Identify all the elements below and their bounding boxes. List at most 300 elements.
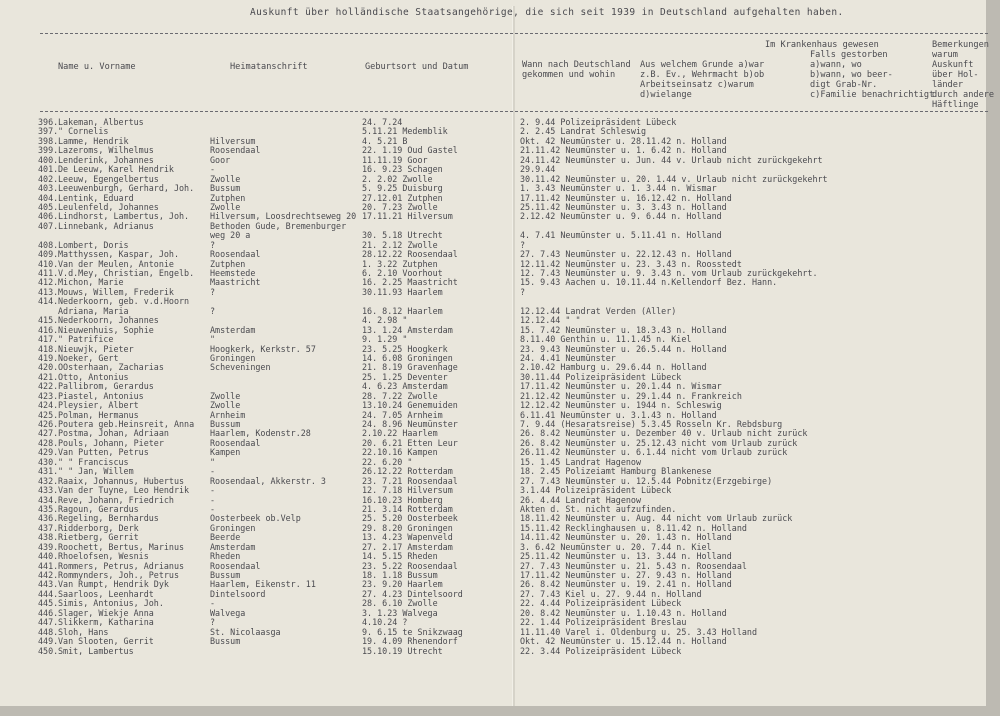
arrival-info: 3.1.44 Polizeipräsident Lübeck xyxy=(520,485,672,496)
row-number: 433. xyxy=(38,485,59,496)
person-name: Slager, Wiekje Anna xyxy=(58,607,154,618)
row-number: 421. xyxy=(38,371,59,382)
birth-place-date: 14. 5.15 Rheden xyxy=(362,551,438,562)
row-number: 440. xyxy=(38,551,59,562)
row-number: 401. xyxy=(38,164,59,175)
header-remarks-line: Bemerkungen xyxy=(932,40,989,50)
arrival-info: ? xyxy=(520,239,526,250)
home-address: - xyxy=(210,466,216,477)
person-name: Leeuw, Egengelbertus xyxy=(58,173,159,184)
home-address: Arnheim xyxy=(210,409,246,420)
home-address: Hilversum, Loosdrechtseweg 20 xyxy=(210,211,357,222)
birth-place-date: 4. 5.21 B xyxy=(362,135,408,146)
record-row xyxy=(0,297,1000,306)
person-name: " " Jan, Willem xyxy=(58,466,134,477)
person-name: Rhoelofsen, Wesnis xyxy=(58,551,149,562)
row-number: 409. xyxy=(38,249,59,260)
arrival-info: 12. 7.43 Neumünster u. 9. 3.43 n. vom Urlaub zurückgekehrt. xyxy=(520,268,818,278)
arrival-info: 22. 4.44 Polizeipräsident Lübeck xyxy=(520,598,682,609)
header-birthplace-date: Geburtsort und Datum xyxy=(365,62,469,72)
row-number: 428. xyxy=(38,437,59,448)
person-name: Pouls, Johann, Pieter xyxy=(58,437,164,448)
row-number: 442. xyxy=(38,570,59,580)
header-remarks-line: warum xyxy=(932,50,958,60)
header-arrival-line: Wann nach Deutschland xyxy=(522,60,631,70)
row-number: 434. xyxy=(38,494,59,505)
person-name: Nieuwenhuis, Sophie xyxy=(58,324,154,335)
home-address: ? xyxy=(210,239,216,250)
record-row xyxy=(0,392,1000,401)
home-address: Zwolle xyxy=(210,173,241,184)
record-row xyxy=(0,363,1000,372)
arrival-info: 24. 4.41 Neumünster xyxy=(520,352,616,363)
header-hospital-line: Falls gestorben xyxy=(810,50,888,60)
person-name: V.d.Mey, Christian, Engelb. xyxy=(58,268,195,278)
home-address: - xyxy=(210,485,216,496)
birth-place-date: 21. 8.19 Gravenhage xyxy=(362,362,458,373)
birth-place-date: 5.11.21 Medemblik xyxy=(362,126,448,137)
header-hospital-line: digt Grab-Nr. xyxy=(810,80,878,90)
record-row xyxy=(0,647,1000,656)
home-address: Heemstede xyxy=(210,268,256,278)
row-number: 406. xyxy=(38,211,59,222)
home-address: " xyxy=(210,334,216,345)
row-number: 404. xyxy=(38,192,59,203)
person-name: Postma, Johan, Adriaan xyxy=(58,428,169,439)
home-address: Haarlem, Eikenstr. 11 xyxy=(210,579,316,590)
arrival-info: 3. 6.42 Neumünster u. 20. 7.44 n. Kiel xyxy=(520,541,712,552)
row-number: 429. xyxy=(38,447,59,458)
header-remarks-line: Auskunft xyxy=(932,60,974,70)
arrival-info: 26. 4.44 Landrat Hagenow xyxy=(520,494,642,505)
birth-place-date: 4.10.24 ? xyxy=(362,617,408,628)
row-number: 416. xyxy=(38,324,59,335)
birth-place-date: 25. 5.20 Oosterbeek xyxy=(362,513,458,524)
row-number: 431. xyxy=(38,466,59,477)
row-number: 438. xyxy=(38,532,59,543)
birth-place-date: 5. 9.25 Duisburg xyxy=(362,183,443,194)
record-row xyxy=(0,496,1000,505)
row-number: 424. xyxy=(38,400,59,411)
row-number: 430. xyxy=(38,456,59,467)
birth-place-date: 21. 2.12 Zwolle xyxy=(362,239,438,250)
row-number: 397. xyxy=(38,126,59,137)
arrival-info: 6.11.41 Neumünster u. 3.1.43 n. Holland xyxy=(520,409,717,420)
home-address: Groningen xyxy=(210,352,256,363)
record-list xyxy=(0,118,1000,656)
birth-place-date: 21. 3.14 Rotterdam xyxy=(362,503,453,514)
home-address: Groningen xyxy=(210,522,256,533)
arrival-info: 7. 9.44 (Hesaratsreise) 5.3.45 Rosseln Kr. Rebdsburg xyxy=(520,419,783,429)
arrival-info: 15. 1.45 Landrat Hagenow xyxy=(520,456,642,467)
person-name: Lazeroms, Wilhelmus xyxy=(58,145,154,156)
birth-place-date: 27. 2.17 Amsterdam xyxy=(362,541,453,552)
scan-border-bottom xyxy=(0,706,1000,716)
row-number: 403. xyxy=(38,183,59,194)
row-number: 407. xyxy=(38,220,59,231)
home-address: Zutphen xyxy=(210,192,246,203)
record-row xyxy=(0,637,1000,646)
record-row xyxy=(0,118,1000,127)
person-name: Roochett, Bertus, Marinus xyxy=(58,541,185,552)
home-address: Roosendaal xyxy=(210,145,261,156)
person-name: Nieuwjk, Pieter xyxy=(58,343,134,354)
birth-place-date: 15.10.19 Utrecht xyxy=(362,645,443,656)
record-row xyxy=(0,448,1000,457)
birth-place-date: 12. 7.18 Hilversum xyxy=(362,485,453,496)
home-address: ? xyxy=(210,305,216,316)
arrival-info: 12.12.44 Landrat Verden (Aller) xyxy=(520,305,677,316)
arrival-info: 27. 7.43 Neumünster u. 22.12.43 n. Holland xyxy=(520,249,732,260)
birth-place-date: 28.12.22 Roosendaal xyxy=(362,249,458,260)
record-row xyxy=(0,184,1000,193)
record-row xyxy=(0,269,1000,278)
home-address: Zutphen xyxy=(210,258,246,269)
home-address: ? xyxy=(210,286,216,297)
record-row xyxy=(0,524,1000,533)
person-name: Van Slooten, Gerrit xyxy=(58,636,154,647)
home-address: - xyxy=(210,164,216,175)
home-address: Walvega xyxy=(210,607,246,618)
person-name: Regeling, Bernhardus xyxy=(58,513,159,524)
birth-place-date: 19. 4.09 Rhenendorf xyxy=(362,636,458,647)
person-name: Linnebank, Adrianus xyxy=(58,220,154,231)
arrival-info: 22. 3.44 Polizeipräsident Lübeck xyxy=(520,645,682,656)
home-address: Scheveningen xyxy=(210,362,271,373)
home-address: St. Nicolaasga xyxy=(210,626,281,637)
arrival-info: 22. 1.44 Polizeipräsident Breslau xyxy=(520,617,687,628)
arrival-info: 2. 2.45 Landrat Schleswig xyxy=(520,126,647,137)
arrival-info: 15. 9.43 Aachen u. 10.11.44 n.Kellendorf Bez. Hann. xyxy=(520,277,778,288)
home-address: Hoogkerk, Kerkstr. 57 xyxy=(210,343,316,354)
home-address: Roosendaal xyxy=(210,249,261,260)
person-name: Reve, Johann, Friedrich xyxy=(58,494,174,505)
row-number: 443. xyxy=(38,579,59,590)
home-address: Hilversum xyxy=(210,135,256,146)
record-row xyxy=(0,382,1000,391)
person-name: Mouws, Willem, Frederik xyxy=(58,286,174,297)
record-row xyxy=(0,326,1000,335)
home-address: Dintelsoord xyxy=(210,588,266,599)
arrival-info: 26.11.42 Neumünster u. 6.1.44 nicht vom Urlaub zurück xyxy=(520,447,788,458)
home-address: Amsterdam xyxy=(210,541,256,552)
home-address: Rheden xyxy=(210,551,241,562)
person-name: " Cornelis xyxy=(58,126,109,137)
birth-place-date: 1. 3.22 Zutphen xyxy=(362,258,438,269)
arrival-info: 17.11.42 Neumünster u. 27. 9.43 n. Holland xyxy=(520,570,732,580)
person-name: Smit, Lambertus xyxy=(58,645,134,656)
home-address: Goor xyxy=(210,154,231,165)
arrival-info: 25.11.42 Neumünster u. 3. 3.43 n. Holland xyxy=(520,201,727,212)
header-home-address: Heimatanschrift xyxy=(230,62,308,72)
birth-place-date: 16.10.23 Homberg xyxy=(362,494,443,505)
person-name: Piastel, Antonius xyxy=(58,390,144,401)
person-name: Otto, Antonius xyxy=(58,371,129,382)
dashed-divider-top xyxy=(40,33,988,34)
arrival-info: 27. 7.43 Neumünster u. 12.5.44 Pobnitz(Erzgebirge) xyxy=(520,475,773,486)
birth-place-date: 14. 6.08 Groningen xyxy=(362,352,453,363)
arrival-info: 15. 7.42 Neumünster u. 18.3.43 n. Holland xyxy=(520,324,727,335)
arrival-info: 2.12.42 Neumünster u. 9. 6.44 n. Holland xyxy=(520,211,722,222)
header-reason-line: z.B. Ev., Wehrmacht b)ob xyxy=(640,70,765,80)
person-name: Lamme, Hendrik xyxy=(58,135,129,146)
person-name: Saarloos, Leenhardt xyxy=(58,588,154,599)
arrival-info: 26. 8.42 Neumünster u. 19. 2.41 n. Holland xyxy=(520,579,732,590)
person-name: OOsterhaan, Zacharias xyxy=(58,362,164,373)
arrival-info: 2.10.42 Hamburg u. 29.6.44 n. Holland xyxy=(520,362,707,373)
home-address: ? xyxy=(210,617,216,628)
header-reason-line: Arbeitseinsatz c)warum xyxy=(640,80,754,90)
row-number: 413. xyxy=(38,286,59,297)
birth-place-date: 18. 1.18 Bussum xyxy=(362,570,438,580)
arrival-info: Akten d. St. nicht aufzufinden. xyxy=(520,503,677,514)
home-address: Roosendaal, Akkerstr. 3 xyxy=(210,475,326,486)
person-name: Ragoun, Gerardus xyxy=(58,503,139,514)
header-remarks-line: Häftlinge xyxy=(932,100,979,110)
person-name: Lindhorst, Lambertus, Joh. xyxy=(58,211,190,222)
birth-place-date: 22.10.16 Kampen xyxy=(362,447,438,458)
home-address: - xyxy=(210,598,216,609)
person-name: Van Putten, Petrus xyxy=(58,447,149,458)
arrival-info: 11.11.40 Varel i. Oldenburg u. 25. 3.43 Holland xyxy=(520,626,757,637)
home-address: Roosendaal xyxy=(210,560,261,571)
arrival-info: Okt. 42 Neumünster u. 15.12.44 n. Holland xyxy=(520,636,727,647)
birth-place-date: 24. 8.96 Neumünster xyxy=(362,419,458,429)
person-name: Lentink, Eduard xyxy=(58,192,134,203)
row-number: 447. xyxy=(38,617,59,628)
person-name: Ridderborg, Derk xyxy=(58,522,139,533)
person-name: " Patrifice xyxy=(58,334,114,345)
row-number: 444. xyxy=(38,588,59,599)
arrival-info: 26. 8.42 Neumünster u. Dezember 40 v. Urlaub nicht zurück xyxy=(520,428,808,439)
person-name: Lakeman, Albertus xyxy=(58,117,144,127)
arrival-info: 4. 7.41 Neumünster u. 5.11.41 n. Holland xyxy=(520,230,722,241)
person-name: Michon, Marie xyxy=(58,277,124,288)
header-hospital-line: b)wann, wo beer- xyxy=(810,70,893,80)
record-row xyxy=(0,458,1000,467)
arrival-info: 25.11.42 Neumünster u. 13. 3.44 n. Holland xyxy=(520,551,732,562)
header-reason-line: d)wielange xyxy=(640,90,692,100)
record-row xyxy=(0,543,1000,552)
birth-place-date: 17.11.21 Hilversum xyxy=(362,211,453,222)
record-row xyxy=(0,618,1000,627)
arrival-info: 21.12.42 Neumünster u. 29.1.44 n. Frankreich xyxy=(520,390,742,401)
person-name: Leeuwenburgh, Gerhard, Joh. xyxy=(58,183,195,194)
record-row xyxy=(0,335,1000,344)
record-row xyxy=(0,439,1000,448)
arrival-info: 17.11.42 Neumünster u. 16.12.42 n. Holland xyxy=(520,192,732,203)
birth-place-date: 30.11.93 Haarlem xyxy=(362,286,443,297)
person-name: De Leeuw, Karel Hendrik xyxy=(58,164,174,175)
birth-place-date: 26.12.22 Rotterdam xyxy=(362,466,453,477)
person-name: Adriana, Maria xyxy=(58,305,129,316)
arrival-info: 15.11.42 Recklinghausen u. 8.11.42 n. Holland xyxy=(520,522,747,533)
row-number: 437. xyxy=(38,522,59,533)
header-arrival-line: gekommen und wohin xyxy=(522,70,616,80)
birth-place-date: 4. 6.23 Amsterdam xyxy=(362,381,448,392)
birth-place-date: 16. 8.12 Haarlem xyxy=(362,305,443,316)
person-name: Nederkoorn, Johannes xyxy=(58,315,159,326)
birth-place-date: 13.10.24 Genemuiden xyxy=(362,400,458,411)
home-address: - xyxy=(210,494,216,505)
birth-place-date: 2. 2.02 Zwolle xyxy=(362,173,433,184)
arrival-info: 30.11.42 Neumünster u. 20. 1.44 v. Urlaub nicht zurückgekehrt xyxy=(520,173,828,184)
row-number: 398. xyxy=(38,135,59,146)
row-number: 425. xyxy=(38,409,59,420)
row-number: 414. xyxy=(38,296,59,307)
row-number: 419. xyxy=(38,352,59,363)
row-number: 411. xyxy=(38,268,59,278)
record-row xyxy=(0,231,1000,240)
person-name: Poutera geb.Heinsreit, Anna xyxy=(58,419,195,429)
person-name: Rommynders, Joh., Petrus xyxy=(58,570,180,580)
person-name: Raaix, Johannus, Hubertus xyxy=(58,475,185,486)
person-name: Rietberg, Gerrit xyxy=(58,532,139,543)
home-address: Bussum xyxy=(210,419,241,429)
row-number: 415. xyxy=(38,315,59,326)
home-address: Bussum xyxy=(210,570,241,580)
birth-place-date: 24. 7.24 xyxy=(362,117,403,127)
birth-place-date: 20. 7.23 Zwolle xyxy=(362,201,438,212)
arrival-info: 20. 8.42 Neumünster u. 1.10.43 n. Holland xyxy=(520,607,727,618)
row-number: 448. xyxy=(38,626,59,637)
row-number: 445. xyxy=(38,598,59,609)
birth-place-date: 16. 9.23 Schagen xyxy=(362,164,443,175)
record-row xyxy=(0,345,1000,354)
header-remarks-line: durch andere xyxy=(932,90,995,100)
row-number: 417. xyxy=(38,334,59,345)
birth-place-date: 30. 5.18 Utrecht xyxy=(362,230,443,241)
home-address: Roosendaal xyxy=(210,437,261,448)
row-number: 422. xyxy=(38,381,59,392)
home-address: Haarlem, Kodenstr.28 xyxy=(210,428,311,439)
birth-place-date: 27. 4.23 Dintelsoord xyxy=(362,588,463,599)
birth-place-date: 4. 2.98 " xyxy=(362,315,408,326)
arrival-info: 26. 8.42 Neumünster u. 25.12.43 nicht vom Urlaub zurück xyxy=(520,437,798,448)
birth-place-date: 20. 6.21 Etten Leur xyxy=(362,437,458,448)
person-name: Pallibrom, Gerardus xyxy=(58,381,154,392)
arrival-info: 27. 7.43 Kiel u. 27. 9.44 n. Holland xyxy=(520,588,702,599)
header-name: Name u. Vorname xyxy=(58,62,136,72)
person-name: Van Rumpt, Hendrik Dyk xyxy=(58,579,169,590)
row-number: 412. xyxy=(38,277,59,288)
header-remarks-line: länder xyxy=(932,80,964,90)
person-name: Nederkoorn, geb. v.d.Hoorn xyxy=(58,296,190,307)
header-hospital-line: a)wann, wo xyxy=(810,60,862,70)
row-number: 450. xyxy=(38,645,59,656)
row-number: 399. xyxy=(38,145,59,156)
birth-place-date: 23. 9.20 Haarlem xyxy=(362,579,443,590)
header-remarks-line: über Hol- xyxy=(932,70,979,80)
row-number: 432. xyxy=(38,475,59,486)
home-address: Bethoden Gude, Bremenburger xyxy=(210,220,347,231)
home-address: - xyxy=(210,503,216,514)
birth-place-date: 29. 8.20 Groningen xyxy=(362,522,453,533)
birth-place-date: 23. 5.22 Roosendaal xyxy=(362,560,458,571)
birth-place-date: 9. 6.15 te Snikzwaag xyxy=(362,626,463,637)
person-name: Polman, Hermanus xyxy=(58,409,139,420)
row-number: 446. xyxy=(38,607,59,618)
home-address: Kampen xyxy=(210,447,241,458)
person-name: Van der Tuyne, Leo Hendrik xyxy=(58,485,190,496)
birth-place-date: 13. 4.23 Wapenveld xyxy=(362,532,453,543)
row-number: 439. xyxy=(38,541,59,552)
person-name: Noeker, Gert xyxy=(58,352,119,363)
birth-place-date: 6. 2.10 Voorhout xyxy=(362,268,443,278)
person-name: Lenderink, Johannes xyxy=(58,154,154,165)
arrival-info: 27. 7.43 Neumünster u. 21. 5.43 n. Roosendaal xyxy=(520,560,747,571)
birth-place-date: 23. 5.25 Hoogkerk xyxy=(362,343,448,354)
person-name: Sloh, Hans xyxy=(58,626,109,637)
person-name: Matthyssen, Kaspar, Joh. xyxy=(58,249,180,260)
birth-place-date: 28. 7.22 Zwolle xyxy=(362,390,438,401)
arrival-info: 30.11.44 Polizeipräsident Lübeck xyxy=(520,371,682,382)
row-number: 418. xyxy=(38,343,59,354)
header-hospital-line: c)Familie benachrichtigt xyxy=(810,90,935,100)
person-name: Pleysier, Albert xyxy=(58,400,139,411)
row-number: 435. xyxy=(38,503,59,514)
birth-place-date: 27.12.01 Zutphen xyxy=(362,192,443,203)
person-name: Simis, Antonius, Joh. xyxy=(58,598,164,609)
arrival-info: 18. 2.45 Polizeiamt Hamburg Blankenese xyxy=(520,466,712,477)
record-row xyxy=(0,222,1000,231)
home-address: Beerde xyxy=(210,532,241,543)
row-number: 427. xyxy=(38,428,59,439)
arrival-info: 2. 9.44 Polizeipräsident Lübeck xyxy=(520,117,677,127)
row-number: 400. xyxy=(38,154,59,165)
home-address: Amsterdam xyxy=(210,324,256,335)
home-address: Zwolle xyxy=(210,201,241,212)
birth-place-date: 24. 7.05 Arnheim xyxy=(362,409,443,420)
row-number: 449. xyxy=(38,636,59,647)
arrival-info: 17.11.42 Neumünster u. 20.1.44 n. Wismar xyxy=(520,381,722,392)
arrival-info: 29.9.44 xyxy=(520,164,556,175)
arrival-info: 24.11.42 Neumünster u. Jun. 44 v. Urlaub nicht zurückgekehrt xyxy=(520,154,823,165)
arrival-info: 8.11.40 Genthin u. 11.1.45 n. Kiel xyxy=(520,334,692,345)
row-number: 441. xyxy=(38,560,59,571)
birth-place-date: 22. 6.20 " xyxy=(362,456,413,467)
arrival-info: 14.11.42 Neumünster u. 20. 1.43 n. Holland xyxy=(520,532,732,543)
arrival-info: 1. 3.43 Neumünster u. 1. 3.44 n. Wismar xyxy=(520,183,717,194)
header-hospital-line: Im Krankenhaus gewesen xyxy=(765,40,879,50)
person-name: Leulenfeld, Johannes xyxy=(58,201,159,212)
person-name: Van der Meulen, Antonie xyxy=(58,258,174,269)
arrival-info: 21.11.42 Neumünster u. 1. 6.42 n. Holland xyxy=(520,145,727,156)
birth-place-date: 3. 1.23 Walvega xyxy=(362,607,438,618)
row-number: 405. xyxy=(38,201,59,212)
birth-place-date: 2.10.22 Haarlem xyxy=(362,428,438,439)
home-address: Zwolle xyxy=(210,400,241,411)
person-name: Rommers, Petrus, Adrianus xyxy=(58,560,185,571)
person-name: Slikkerm, Katharina xyxy=(58,617,154,628)
home-address: Oosterbeek ob.Velp xyxy=(210,513,301,524)
arrival-info: 12.12.42 Neumünster u. 1944 n. Schleswig xyxy=(520,400,722,411)
arrival-info: 18.11.42 Neumünster u. Aug. 44 nicht vom Urlaub zurück xyxy=(520,513,793,524)
person-name: " " Franciscus xyxy=(58,456,129,467)
row-number: 436. xyxy=(38,513,59,524)
record-row xyxy=(0,514,1000,523)
record-row xyxy=(0,127,1000,136)
home-address: " xyxy=(210,456,216,467)
person-name: Lombert, Doris xyxy=(58,239,129,250)
arrival-info: 23. 9.43 Neumünster u. 26.5.44 n. Holland xyxy=(520,343,727,354)
row-number: 420. xyxy=(38,362,59,373)
birth-place-date: 25. 1.25 Deventer xyxy=(362,371,448,382)
birth-place-date: 9. 1.29 " xyxy=(362,334,408,345)
birth-place-date: 22. 1.19 Oud Gastel xyxy=(362,145,458,156)
row-number: 423. xyxy=(38,390,59,401)
birth-place-date: 23. 7.21 Roosendaal xyxy=(362,475,458,486)
